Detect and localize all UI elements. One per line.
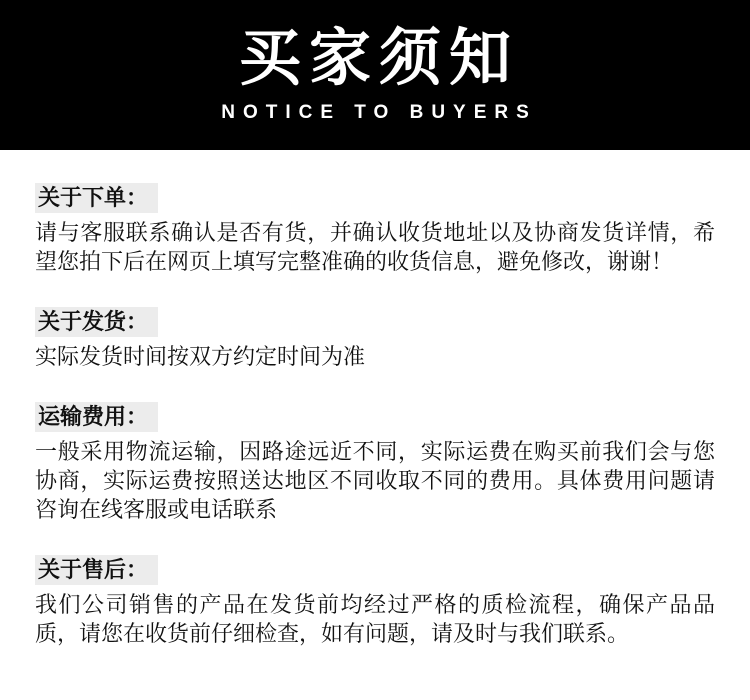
section-heading-shipping: 关于发货： bbox=[35, 307, 158, 337]
section-after-sales bbox=[35, 555, 715, 648]
section-heading-freight-cost: 运输费用： bbox=[35, 402, 158, 432]
notice-subtitle: NOTICE TO BUYERS bbox=[221, 102, 537, 123]
notice-banner bbox=[0, 0, 750, 150]
section-body-shipping: 实际发货时间按双方约定时间为准 bbox=[35, 344, 366, 369]
notice-title: 买家须知 bbox=[238, 24, 519, 93]
section-body-freight-cost: 一般采用物流运输，因路途远近不同，实际运费在购买前我们会与您协商，实际运费按照送达地区不同收取不同的费用。具体费用问题请咨询在线客服或电话联系 bbox=[35, 439, 715, 522]
section-body-ordering: 请与客服联系确认是否有货，并确认收货地址以及协商发货详情，希望您拍下后在网页上填写完整准确的收货信息，避免修改，谢谢！ bbox=[35, 220, 715, 274]
notice-content bbox=[0, 150, 750, 648]
section-body-after-sales: 我们公司销售的产品在发货前均经过严格的质检流程，确保产品品质，请您在收货前仔细检查，如有问题，请及时与我们联系。 bbox=[35, 592, 715, 646]
section-heading-after-sales: 关于售后： bbox=[35, 555, 158, 585]
section-heading-ordering: 关于下单： bbox=[35, 183, 158, 213]
section-ordering bbox=[35, 183, 715, 276]
section-shipping bbox=[35, 307, 715, 371]
section-freight-cost bbox=[35, 402, 715, 524]
